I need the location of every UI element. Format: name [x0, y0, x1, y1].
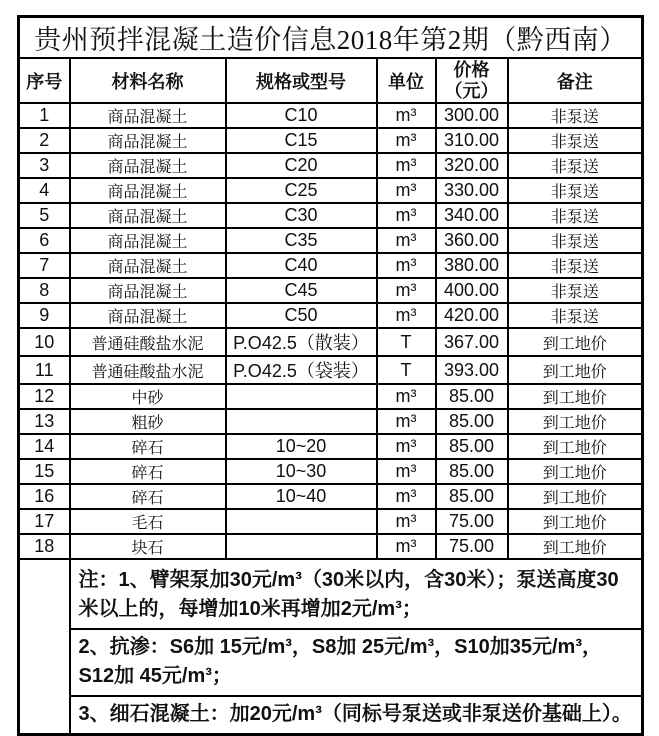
column-header-price-line2: （元）	[444, 80, 499, 101]
cell-price: 367.00	[436, 328, 508, 356]
header-row	[19, 58, 643, 103]
cell-material: 粗砂	[70, 409, 226, 434]
cell-remark: 到工地价	[508, 409, 643, 434]
cell-material: 商品混凝土	[70, 278, 226, 303]
cell-spec: 10~20	[226, 434, 377, 459]
page-title: 贵州预拌混凝土造价信息2018年第2期（黔西南）	[19, 17, 643, 59]
cell-spec	[226, 534, 377, 559]
cell-no: 15	[19, 459, 70, 484]
cell-price: 85.00	[436, 484, 508, 509]
cell-spec: C45	[226, 278, 377, 303]
cell-unit: m³	[377, 203, 436, 228]
table-row	[19, 484, 643, 509]
cell-spec: C30	[226, 203, 377, 228]
cell-remark: 非泵送	[508, 303, 643, 328]
cell-material: 碎石	[70, 459, 226, 484]
cell-price: 85.00	[436, 459, 508, 484]
cell-spec	[226, 384, 377, 409]
cell-material: 商品混凝土	[70, 153, 226, 178]
cell-remark: 非泵送	[508, 253, 643, 278]
cell-remark: 非泵送	[508, 153, 643, 178]
cell-unit: m³	[377, 228, 436, 253]
cell-material: 商品混凝土	[70, 103, 226, 128]
table-row	[19, 178, 643, 203]
cell-spec: C35	[226, 228, 377, 253]
table-row	[19, 253, 643, 278]
cell-price: 420.00	[436, 303, 508, 328]
cell-material: 商品混凝土	[70, 203, 226, 228]
column-header-price	[436, 58, 508, 103]
cell-no: 18	[19, 534, 70, 559]
cell-no: 10	[19, 328, 70, 356]
cell-remark: 到工地价	[508, 509, 643, 534]
cell-unit: m³	[377, 409, 436, 434]
cell-spec: C50	[226, 303, 377, 328]
table-row	[19, 509, 643, 534]
cell-unit: m³	[377, 534, 436, 559]
cell-unit: m³	[377, 128, 436, 153]
table-row	[19, 409, 643, 434]
cell-spec	[226, 409, 377, 434]
note-impermeability: 2、抗渗：S6加 15元/m³，S8加 25元/m³，S10加35元/m³，S12加 45元/m³；	[71, 628, 642, 695]
column-header-material: 材料名称	[70, 58, 226, 103]
cell-price: 400.00	[436, 278, 508, 303]
table-row	[19, 534, 643, 559]
cell-price: 310.00	[436, 128, 508, 153]
cell-remark: 到工地价	[508, 328, 643, 356]
note-pumping: 注：1、臂架泵加30元/m³（30米以内，含30米）；泵送高度30米以上的，每增加10米再增加2元/m³；	[78, 569, 619, 620]
cell-unit: m³	[377, 303, 436, 328]
cell-material: 块石	[70, 534, 226, 559]
cell-no: 14	[19, 434, 70, 459]
note-fine-concrete: 3、细石混凝土：加20元/m³（同标号泵送或非泵送价基础上）。	[71, 695, 642, 733]
cell-material: 碎石	[70, 434, 226, 459]
cell-price: 85.00	[436, 384, 508, 409]
cell-price: 360.00	[436, 228, 508, 253]
cell-material: 商品混凝土	[70, 228, 226, 253]
cell-material: 商品混凝土	[70, 253, 226, 278]
column-header-no: 序号	[19, 58, 70, 103]
cell-no: 2	[19, 128, 70, 153]
cell-unit: T	[377, 356, 436, 384]
cell-no: 17	[19, 509, 70, 534]
cell-spec: 10~30	[226, 459, 377, 484]
cell-remark: 非泵送	[508, 128, 643, 153]
cell-material: 毛石	[70, 509, 226, 534]
cell-unit: m³	[377, 509, 436, 534]
cell-remark: 到工地价	[508, 384, 643, 409]
notes-cell	[70, 559, 643, 735]
table-row	[19, 434, 643, 459]
price-table	[17, 15, 644, 736]
table-row	[19, 328, 643, 356]
cell-unit: m³	[377, 278, 436, 303]
cell-price: 380.00	[436, 253, 508, 278]
cell-remark: 非泵送	[508, 228, 643, 253]
cell-spec: P.O42.5（散装）	[226, 328, 377, 356]
cell-no: 1	[19, 103, 70, 128]
cell-remark: 到工地价	[508, 459, 643, 484]
cell-no: 13	[19, 409, 70, 434]
cell-price: 75.00	[436, 534, 508, 559]
cell-no: 16	[19, 484, 70, 509]
notes-row	[19, 559, 643, 735]
cell-no: 8	[19, 278, 70, 303]
cell-price: 320.00	[436, 153, 508, 178]
cell-remark: 到工地价	[508, 484, 643, 509]
cell-no: 9	[19, 303, 70, 328]
cell-spec	[226, 509, 377, 534]
table-row	[19, 228, 643, 253]
cell-unit: m³	[377, 103, 436, 128]
cell-no: 5	[19, 203, 70, 228]
cell-unit: m³	[377, 484, 436, 509]
cell-unit: m³	[377, 178, 436, 203]
column-header-unit: 单位	[377, 58, 436, 103]
cell-price: 340.00	[436, 203, 508, 228]
table-row	[19, 384, 643, 409]
cell-no: 11	[19, 356, 70, 384]
cell-spec: C10	[226, 103, 377, 128]
cell-spec: C15	[226, 128, 377, 153]
cell-remark: 非泵送	[508, 203, 643, 228]
cell-material: 商品混凝土	[70, 178, 226, 203]
cell-spec: 10~40	[226, 484, 377, 509]
cell-material: 商品混凝土	[70, 128, 226, 153]
column-header-spec: 规格或型号	[226, 58, 377, 103]
column-header-remark: 备注	[508, 58, 643, 103]
cell-material: 普通硅酸盐水泥	[70, 356, 226, 384]
cell-no: 7	[19, 253, 70, 278]
cell-material: 中砂	[70, 384, 226, 409]
cell-no: 12	[19, 384, 70, 409]
table-row	[19, 459, 643, 484]
notes-left-cell	[19, 559, 70, 735]
table-row	[19, 128, 643, 153]
cell-unit: m³	[377, 153, 436, 178]
cell-price: 75.00	[436, 509, 508, 534]
table-row	[19, 103, 643, 128]
cell-remark: 到工地价	[508, 534, 643, 559]
cell-price: 330.00	[436, 178, 508, 203]
cell-unit: T	[377, 328, 436, 356]
table-row	[19, 278, 643, 303]
cell-spec: C20	[226, 153, 377, 178]
cell-price: 85.00	[436, 434, 508, 459]
cell-no: 3	[19, 153, 70, 178]
column-header-price-line1: 价格	[453, 59, 490, 80]
cell-remark: 到工地价	[508, 356, 643, 384]
cell-unit: m³	[377, 459, 436, 484]
cell-material: 商品混凝土	[70, 303, 226, 328]
cell-unit: m³	[377, 253, 436, 278]
table-row	[19, 356, 643, 384]
cell-price: 85.00	[436, 409, 508, 434]
table-row	[19, 153, 643, 178]
table-row	[19, 303, 643, 328]
cell-spec: P.O42.5（袋装）	[226, 356, 377, 384]
title-row	[19, 17, 643, 59]
cell-unit: m³	[377, 434, 436, 459]
cell-no: 6	[19, 228, 70, 253]
cell-remark: 到工地价	[508, 434, 643, 459]
cell-price: 300.00	[436, 103, 508, 128]
cell-remark: 非泵送	[508, 278, 643, 303]
cell-remark: 非泵送	[508, 103, 643, 128]
cell-no: 4	[19, 178, 70, 203]
cell-price: 393.00	[436, 356, 508, 384]
cell-unit: m³	[377, 384, 436, 409]
table-row	[19, 203, 643, 228]
cell-spec: C25	[226, 178, 377, 203]
cell-material: 碎石	[70, 484, 226, 509]
cell-material: 普通硅酸盐水泥	[70, 328, 226, 356]
cell-spec: C40	[226, 253, 377, 278]
cell-remark: 非泵送	[508, 178, 643, 203]
